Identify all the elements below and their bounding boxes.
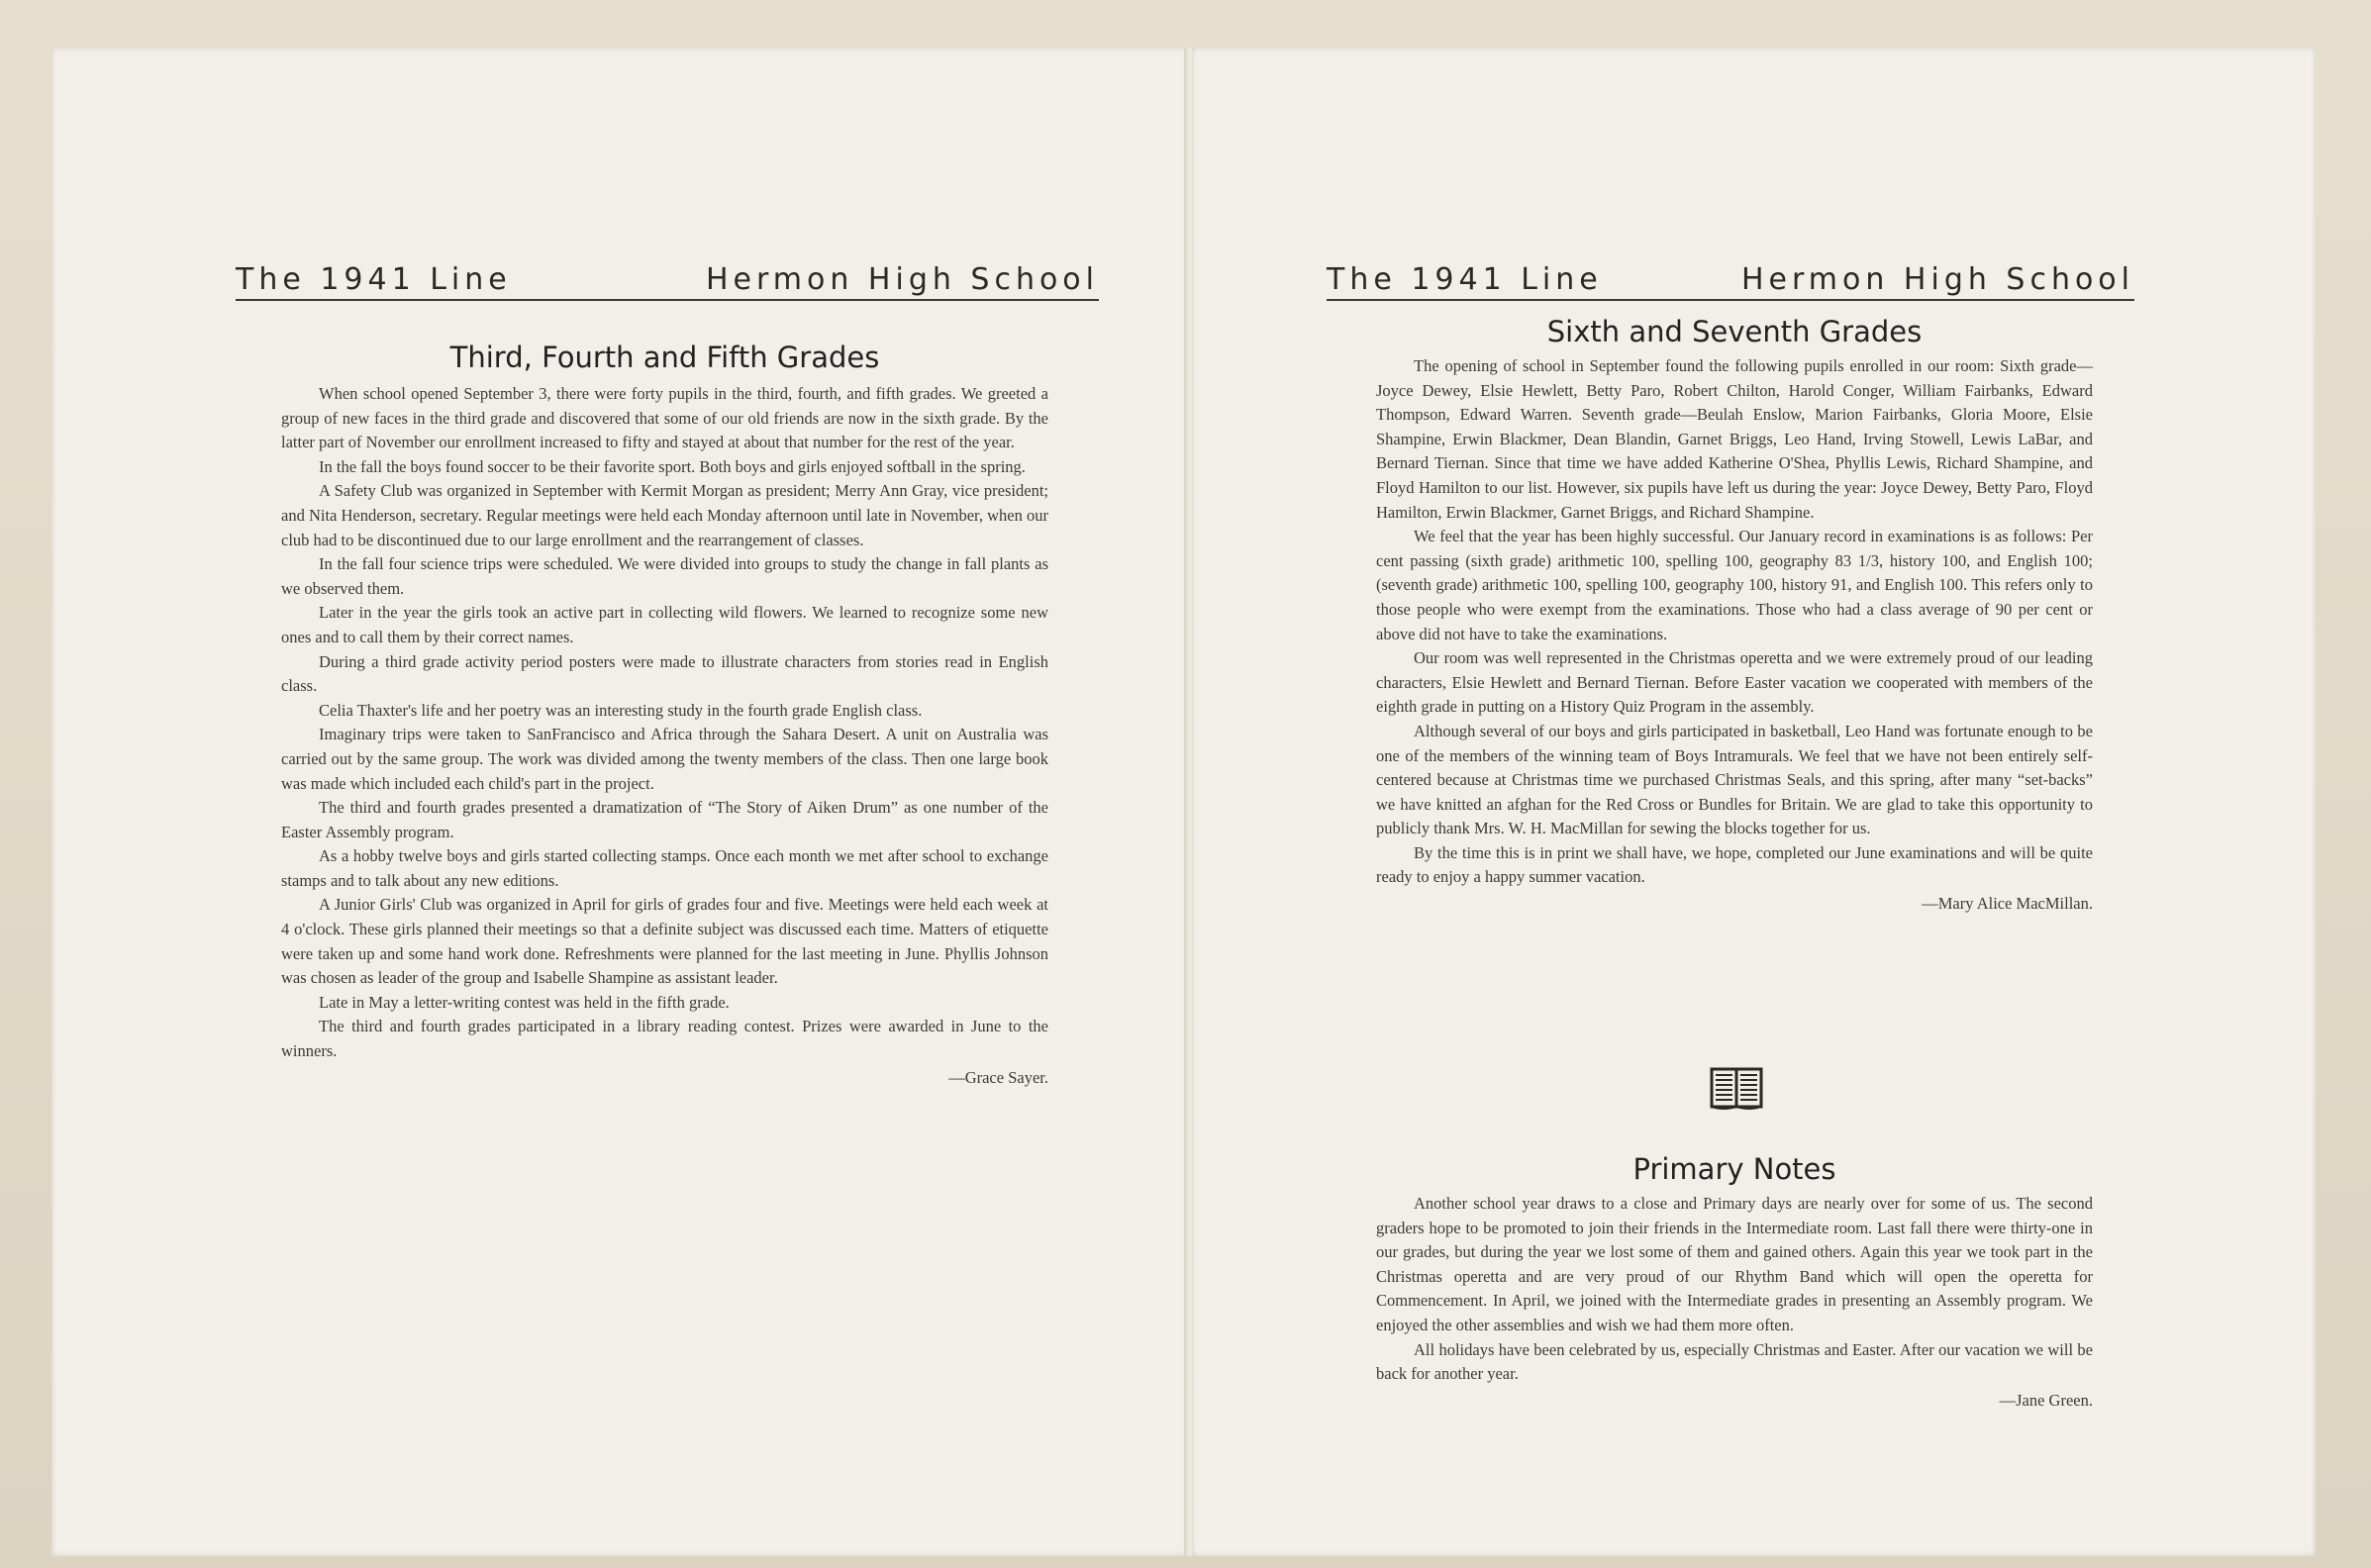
author-signature: —Grace Sayer. xyxy=(948,1067,1048,1087)
article-title: Primary Notes xyxy=(1632,1152,1836,1186)
paragraph: In the fall four science trips were scheduled. We were divided into groups to study the change in fall plants as we observed them. xyxy=(281,554,1048,598)
paragraph: By the time this is in print we shall have, we hope, completed our June examinations and will be quite ready to enjoy a happy summer vacation. xyxy=(1376,842,2093,887)
header-school: Hermon High School xyxy=(1740,262,2134,297)
author-signature: —Jane Green. xyxy=(1999,1390,2093,1410)
article-primary-notes xyxy=(1376,1152,2093,1413)
paragraph: Late in May a letter-writing contest was held in the fifth grade. xyxy=(319,992,730,1012)
paragraph: Although several of our boys and girls participated in basketball, Leo Hand was fortunate enough to be one of the members of the winning team of Boys Intramurals. We feel that we have not been entirely self-centered because at Christmas time we purchased Christmas Seals, and this spring, after many “set-backs” we have knitted an afghan for the Red Cross or Bundles for Britain. We are glad to take this opportunity to publicly thank Mrs. W. H. MacMillan for sewing the blocks together for us. xyxy=(1376,721,2093,838)
paragraph: Imaginary trips were taken to SanFrancisco and Africa through the Sahara Desert. A unit on Australia was carried out by the same group. The work was divided among the twenty members of the class. Then one large book was made which included each child's part in the project. xyxy=(281,725,1048,793)
author-signature: —Mary Alice MacMillan. xyxy=(1922,894,2093,914)
article-third-fourth-fifth xyxy=(281,341,1048,1090)
paragraph: During a third grade activity period posters were made to illustrate characters from stories read in English class. xyxy=(281,651,1048,696)
paragraph: Another school year draws to a close and Primary days are nearly over for some of us. The second graders hope to be promoted to join their friends in the Intermediate room. Last fall there were thirty-one in our grades, but during the year we lost some of them and gained others. Again this year we took part in the Christmas operetta and are very proud of our Rhythm Band which will open the operetta for Commencement. In April, we joined with the Intermediate grades in presenting an Assembly program. We enjoyed the other assemblies and wish we had them more often. xyxy=(1376,1194,2093,1334)
left-page xyxy=(51,48,1188,1556)
paragraph: Our room was well represented in the Christmas operetta and we were extremely proud of our leading characters, Elsie Hewlett and Bernard Tiernan. Before Easter vacation we cooperated with members of the eighth grade in putting on a History Quiz Program in the assembly. xyxy=(1376,648,2093,717)
paragraph: The third and fourth grades presented a dramatization of “The Story of Aiken Drum” as one number of the Easter Assembly program. xyxy=(281,798,1048,841)
page-header xyxy=(236,263,1099,301)
paragraph: The third and fourth grades participated in a library reading contest. Prizes were awarded in June to the winners. xyxy=(281,1017,1048,1061)
paragraph: A Junior Girls' Club was organized in April for girls of grades four and five. Meetings were held each week at 4 o'clock. These girls planned their meetings so that a definite subject was discussed each time. Matters of etiquette were taken up and some hand work done. Refreshments were planned for the last meeting in June. Phyllis Johnson was chosen as leader of the group and Isabelle Shampine as assistant leader. xyxy=(281,895,1048,988)
paragraph: Celia Thaxter's life and her poetry was an interesting study in the fourth grade English class. xyxy=(319,700,923,720)
paragraph: All holidays have been celebrated by us, especially Christmas and Easter. After our vacation we will be back for another year. xyxy=(1376,1339,2093,1384)
page-header xyxy=(1327,263,2134,301)
header-publication: The 1941 Line xyxy=(1327,262,1603,297)
header-school: Hermon High School xyxy=(705,262,1099,297)
article-sixth-seventh xyxy=(1376,315,2093,917)
paragraph: In the fall the boys found soccer to be their favorite sport. Both boys and girls enjoyed softball in the spring. xyxy=(319,456,1026,476)
paragraph: When school opened September 3, there were forty pupils in the third, fourth, and fifth grades. We greeted a group of new faces in the third grade and discovered that some of our old friends are now in the sixth grade. By the latter part of November our enrollment increased to fifty and stayed at about that number for the rest of the year. xyxy=(281,384,1048,452)
paragraph: Later in the year the girls took an active part in collecting wild flowers. We learned to recognize some new ones and to call them by their correct names. xyxy=(281,603,1048,646)
header-publication: The 1941 Line xyxy=(236,262,512,297)
paragraph: The opening of school in September found the following pupils enrolled in our room: Sixth grade—Joyce Dewey, Elsie Hewlett, Betty Paro, Robert Chilton, Harold Conger, William Fairbanks, Edward Thompson, Edward Warren. Seventh grade—Beulah Enslow, Marion Fairbanks, Gloria Moore, Elsie Shampine, Erwin Blackmer, Dean Blandin, Garnet Briggs, Leo Hand, Irving Stowell, Lewis LaBar, and Bernard Tiernan. Since that time we have added Katherine O'Shea, Phyllis Lewis, Richard Shampine, and Floyd Hamilton to our list. However, six pupils have left us during the year: Joyce Dewey, Betty Paro, Floyd Hamilton, Erwin Blackmer, Garnet Briggs, and Richard Shampine. xyxy=(1376,356,2093,522)
paragraph: A Safety Club was organized in September with Kermit Morgan as president; Merry Ann Gray, vice president; and Nita Henderson, secretary. Regular meetings were held each Monday afternoon until late in November, when our club had to be discontinued due to our large enrollment and the rearrangement of classes. xyxy=(281,481,1048,549)
article-title: Third, Fourth and Fifth Grades xyxy=(449,341,880,374)
article-title: Sixth and Seventh Grades xyxy=(1546,315,1923,348)
open-book-icon xyxy=(1710,1065,1763,1111)
paragraph: We feel that the year has been highly successful. Our January record in examinations is as follows: Per cent passing (sixth grade) arithmetic 100, spelling 100, geography 83 1/3, history 100, and English 100; (seventh grade) arithmetic 100, spelling 100, geography 100, history 91, and English 100. This refers only to those people who were exempt from the examinations. Those who had a class average of 90 per cent or above did not have to take the examinations. xyxy=(1376,527,2093,643)
paragraph: As a hobby twelve boys and girls started collecting stamps. Once each month we met after school to exchange stamps and to talk about any new editions. xyxy=(281,846,1048,890)
right-page xyxy=(1192,48,2316,1556)
